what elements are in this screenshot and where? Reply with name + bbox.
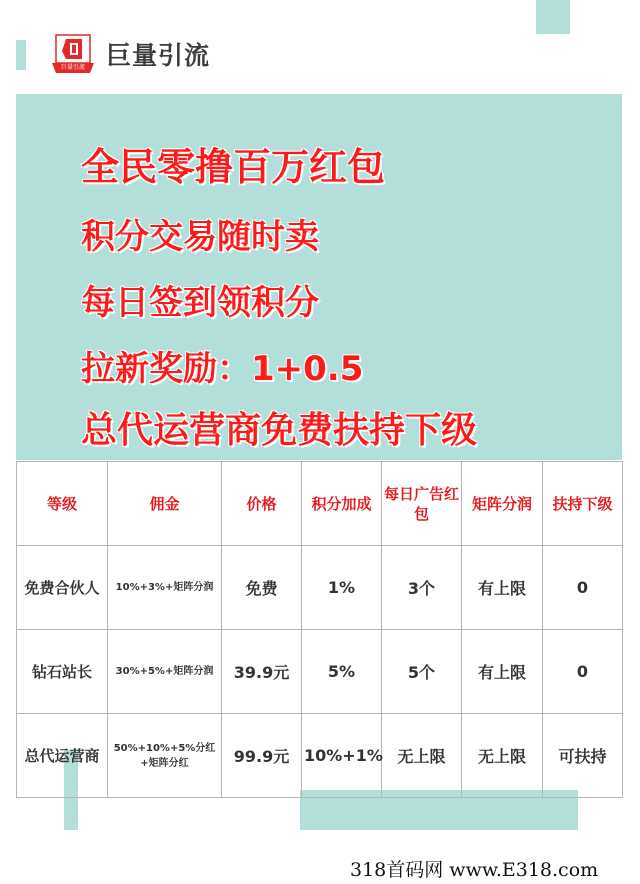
logo-badge-text: 巨量引流 bbox=[60, 64, 85, 71]
logo-mark-icon bbox=[52, 33, 94, 75]
header-support-downline: 扶持下级 bbox=[543, 462, 623, 546]
cell-commission: 10%+3%+矩阵分润 bbox=[108, 546, 222, 630]
decor-bar-left bbox=[16, 40, 26, 70]
site-watermark: 318首码网 www.E318.com bbox=[350, 859, 599, 881]
cell-support-downline: 0 bbox=[543, 546, 623, 630]
cell-support-downline: 0 bbox=[543, 630, 623, 714]
header-price: 价格 bbox=[222, 462, 302, 546]
cell-points-bonus: 10%+1% bbox=[302, 714, 382, 798]
cell-level: 钻石站长 bbox=[17, 630, 108, 714]
cell-matrix-profit: 无上限 bbox=[462, 714, 543, 798]
table-row bbox=[17, 546, 623, 630]
decor-block-top-right bbox=[536, 0, 570, 34]
cell-matrix-profit: 有上限 bbox=[462, 630, 543, 714]
banner-line-2: 积分交易随时卖 bbox=[81, 217, 319, 257]
cell-points-bonus: 5% bbox=[302, 630, 382, 714]
header-commission: 佣金 bbox=[108, 462, 222, 546]
cell-daily-ad-redpacket: 3个 bbox=[382, 546, 462, 630]
cell-level: 免费合伙人 bbox=[17, 546, 108, 630]
cell-points-bonus: 1% bbox=[302, 546, 382, 630]
cell-support-downline: 可扶持 bbox=[543, 714, 623, 798]
cell-daily-ad-redpacket: 无上限 bbox=[382, 714, 462, 798]
cell-matrix-profit: 有上限 bbox=[462, 546, 543, 630]
cell-commission: 50%+10%+5%分红+矩阵分红 bbox=[108, 714, 222, 798]
header-points-bonus: 积分加成 bbox=[302, 462, 382, 546]
table-row bbox=[17, 714, 623, 798]
promo-banner bbox=[16, 94, 622, 460]
table-row bbox=[17, 630, 623, 714]
banner-line-3: 每日签到领积分 bbox=[81, 283, 319, 323]
cell-daily-ad-redpacket: 5个 bbox=[382, 630, 462, 714]
cell-price: 39.9元 bbox=[222, 630, 302, 714]
cell-level: 总代运营商 bbox=[17, 714, 108, 798]
cell-commission: 30%+5%+矩阵分润 bbox=[108, 630, 222, 714]
banner-line-4: 拉新奖励：1+0.5 bbox=[81, 349, 364, 389]
logo-name: 巨量引流 bbox=[106, 41, 211, 70]
level-comparison-table bbox=[16, 461, 623, 798]
brand-logo bbox=[52, 32, 210, 76]
header-level: 等级 bbox=[17, 462, 108, 546]
table-header-row bbox=[17, 462, 623, 546]
header-daily-ad-redpacket: 每日广告红包 bbox=[382, 462, 462, 546]
cell-price: 99.9元 bbox=[222, 714, 302, 798]
header-matrix-profit: 矩阵分润 bbox=[462, 462, 543, 546]
banner-line-1: 全民零撸百万红包 bbox=[81, 145, 386, 189]
cell-price: 免费 bbox=[222, 546, 302, 630]
banner-line-5: 总代运营商免费扶持下级 bbox=[81, 410, 478, 451]
